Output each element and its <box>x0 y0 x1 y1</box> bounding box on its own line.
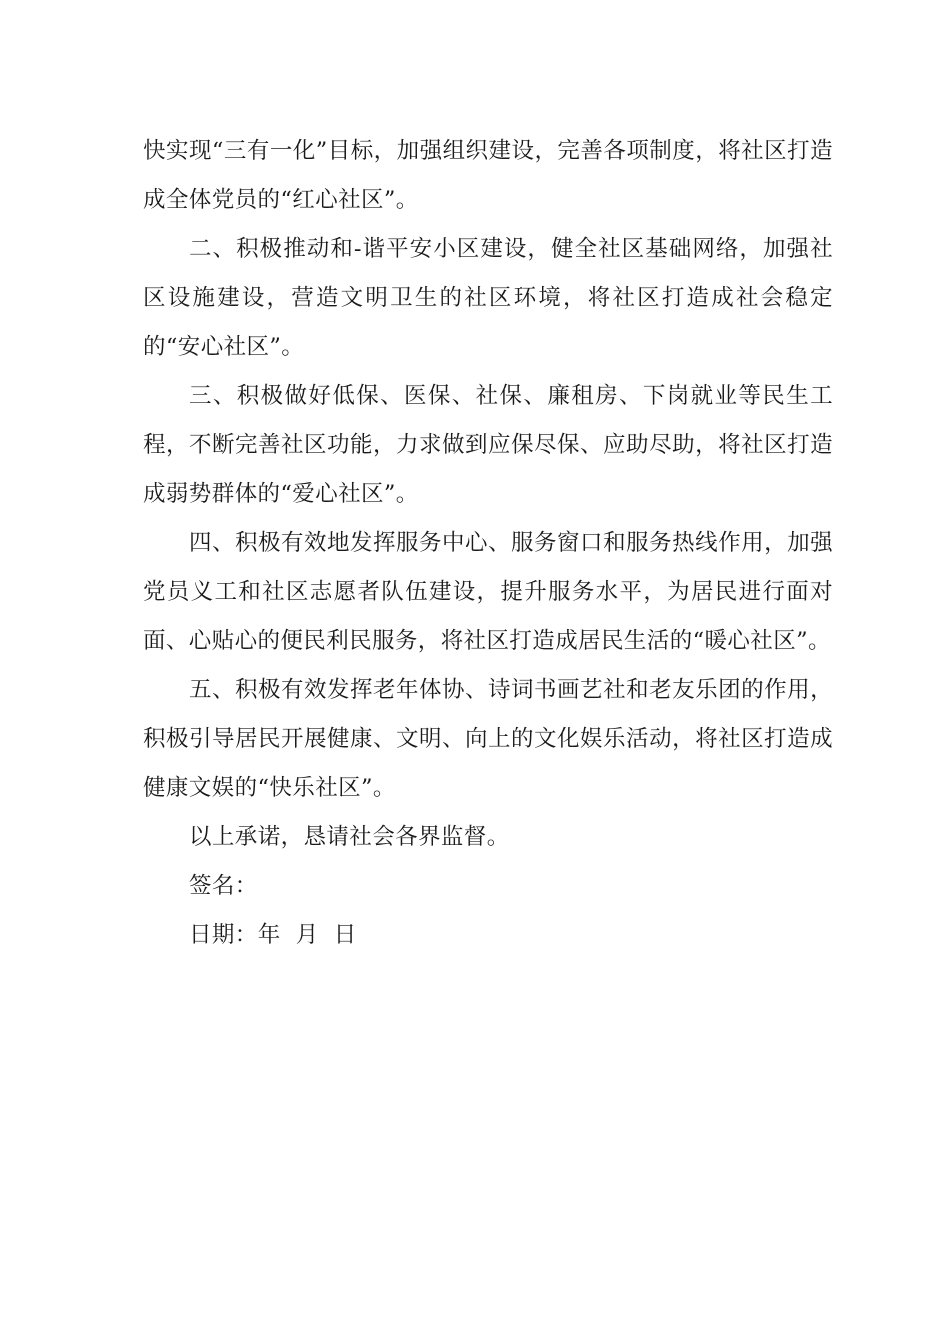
paragraph-item-2: 二、积极推动和-谐平安小区建设，健全社区基础网络，加强社区设施建设，营造文明卫生的社区环境，将社区打造成社会稳定的“安心社区”。 <box>143 236 833 360</box>
paragraph-item-5: 五、积极有效发挥老年体协、诗词书画艺社和老友乐团的作用，积极引导居民开展健康、文明、向上的文化娱乐活动，将社区打造成健康文娱的“快乐社区”。 <box>143 677 833 801</box>
paragraph-item-3: 三、积极做好低保、医保、社保、廉租房、下岗就业等民生工程，不断完善社区功能，力求做到应保尽保、应助尽助，将社区打造成弱势群体的“爱心社区”。 <box>143 383 833 507</box>
paragraph-continuation: 快实现“三有一化”目标，加强组织建设，完善各项制度，将社区打造成全体党员的“红心社区”。 <box>143 138 833 213</box>
closing-statement: 以上承诺，恳请社会各界监督。 <box>189 824 510 850</box>
document-body <box>143 127 833 960</box>
signature-line: 签名： <box>189 873 258 899</box>
paragraph-item-4: 四、积极有效地发挥服务中心、服务窗口和服务热线作用，加强党员义工和社区志愿者队伍建设，提升服务水平，为居民进行面对面、心贴心的便民利民服务，将社区打造成居民生活的“暖心社区”。 <box>143 530 833 654</box>
date-line: 日期：年 月 日 <box>189 922 357 948</box>
